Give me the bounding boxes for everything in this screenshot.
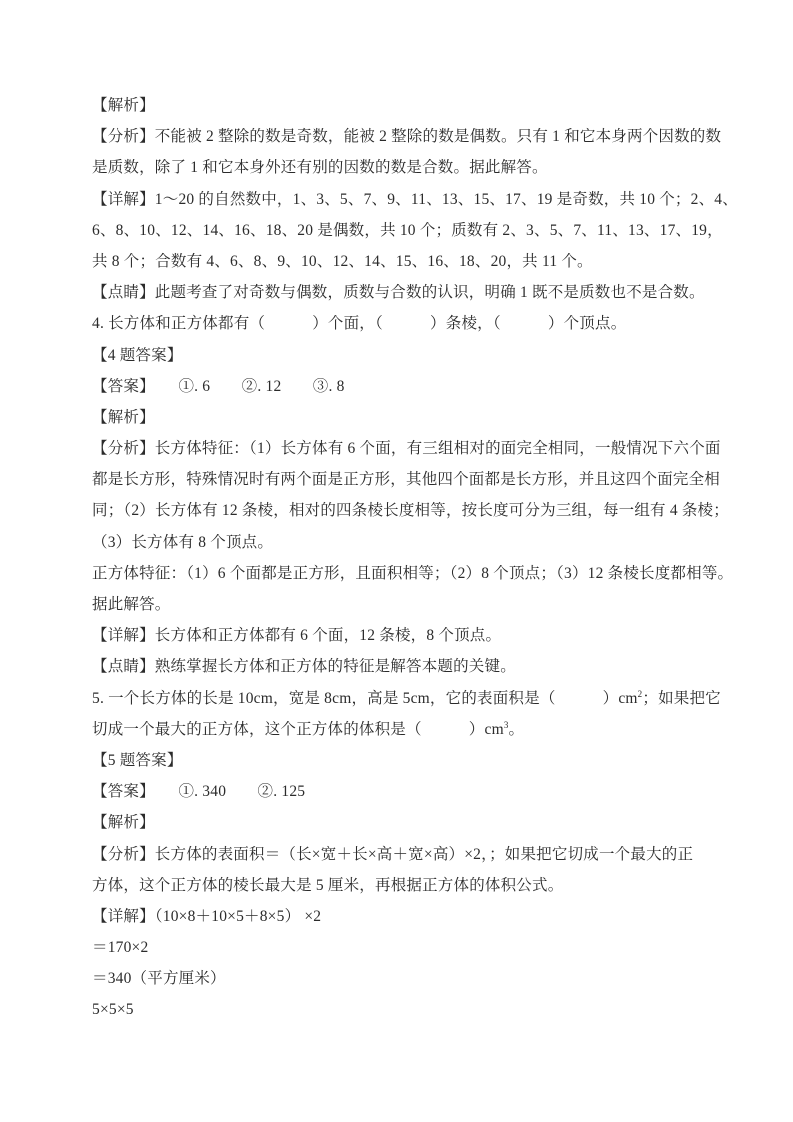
analysis-text-line: 【分析】不能被 2 整除的数是奇数，能被 2 整除的数是偶数。只有 1 和它本身两个因数的数 (92, 128, 722, 146)
question-5-section (92, 683, 732, 1026)
calculation-line: ＝170×2 (92, 939, 149, 957)
question-5-text-line2 (92, 714, 732, 745)
question-5-text-pre: 5. 一个长方体的长是 10cm，宽是 8cm，高是 5cm，它的表面积是（ ）cm (92, 689, 638, 707)
analysis-text-line: 方体，这个正方体的棱长最大是 5 厘米，再根据正方体的体积公式。 (92, 876, 564, 894)
calculation-line: ＝340（平方厘米） (92, 970, 226, 988)
detailed-solution-line: 【详解】长方体和正方体都有 6 个面，12 条棱，8 个顶点。 (92, 627, 502, 645)
analysis-text-line: （3）长方体有 8 个顶点。 (92, 533, 274, 551)
superscript-square: 2 (637, 688, 643, 699)
analysis-text-line: 【分析】长方体的表面积＝（长×宽＋长×高＋宽×高）×2，；如果把它切成一个最大的正 (92, 845, 694, 863)
analysis-text-line: 【分析】长方体特征：（1）长方体有 6 个面，有三组相对的面完全相同，一般情况下六个面 (92, 440, 721, 458)
question-4-section (92, 308, 732, 682)
calculation-line: 5×5×5 (92, 1001, 134, 1019)
question-3-solution-section (92, 90, 738, 308)
detailed-solution-line: 共 8 个；合数有 4、6、8、9、10、12、14、15、16、18、20，共 11 个。 (92, 252, 593, 270)
question-4-answer-header: 【4 题答案】 (92, 346, 183, 364)
question-4-text: 4. 长方体和正方体都有（ ）个面，（ ）条棱，（ ）个顶点。 (92, 315, 627, 333)
question-5-text-post: 。 (508, 720, 525, 738)
analysis-text-line: 同；（2）长方体有 12 条棱，相对的四条棱长度相等，按长度可分为三组，每一组有 4 条棱； (92, 502, 729, 520)
key-point-line: 【点睛】熟练掌握长方体和正方体的特征是解答本题的关键。 (92, 658, 516, 676)
question-4-answer-line: 【答案】 ①. 6 ②. 12 ③. 8 (92, 377, 345, 395)
analysis-text-line: 正方体特征：（1）6 个面都是正方形，且面积相等；（2）8 个顶点；（3）12 条棱长度都相等。 (92, 564, 734, 582)
document-content (92, 90, 738, 1026)
analysis-header-label: 【解析】 (92, 97, 155, 114)
question-5-text-pre: 切成一个最大的正方体，这个正方体的体积是（ ）cm (92, 720, 504, 738)
detailed-solution-line: 6、8、10、12、14、16、18、20 是偶数，共 10 个；质数有 2、3、5、7、11、13、17、19， (92, 221, 723, 239)
superscript-cube: 3 (503, 719, 509, 730)
analysis-text-line: 都是长方形，特殊情况时有两个面是正方形，其他四个面都是长方形，并且这四个面完全相 (92, 471, 721, 489)
analysis-header-label: 【解析】 (92, 814, 155, 832)
detailed-solution-line: 【详解】1～20 的自然数中，1、3、5、7、9、11、13、15、17、19 是奇数，共 10 个；2、4、 (92, 190, 738, 208)
question-5-answer-line: 【答案】 ①. 340 ②. 125 (92, 783, 306, 801)
question-5-text-post: ；如果把它 (642, 689, 721, 707)
detailed-solution-line: 【详解】（10×8＋10×5＋8×5） ×2 (92, 907, 322, 925)
analysis-text-line: 是质数，除了 1 和它本身外还有别的因数的数是合数。据此解答。 (92, 159, 548, 177)
key-point-line: 【点睛】此题考查了对奇数与偶数，质数与合数的认识，明确 1 既不是质数也不是合数。 (92, 284, 705, 302)
question-5-text-line1 (92, 683, 732, 714)
analysis-text-line: 据此解答。 (92, 596, 171, 613)
analysis-header-label: 【解析】 (92, 408, 155, 426)
question-5-answer-header: 【5 题答案】 (92, 751, 183, 769)
